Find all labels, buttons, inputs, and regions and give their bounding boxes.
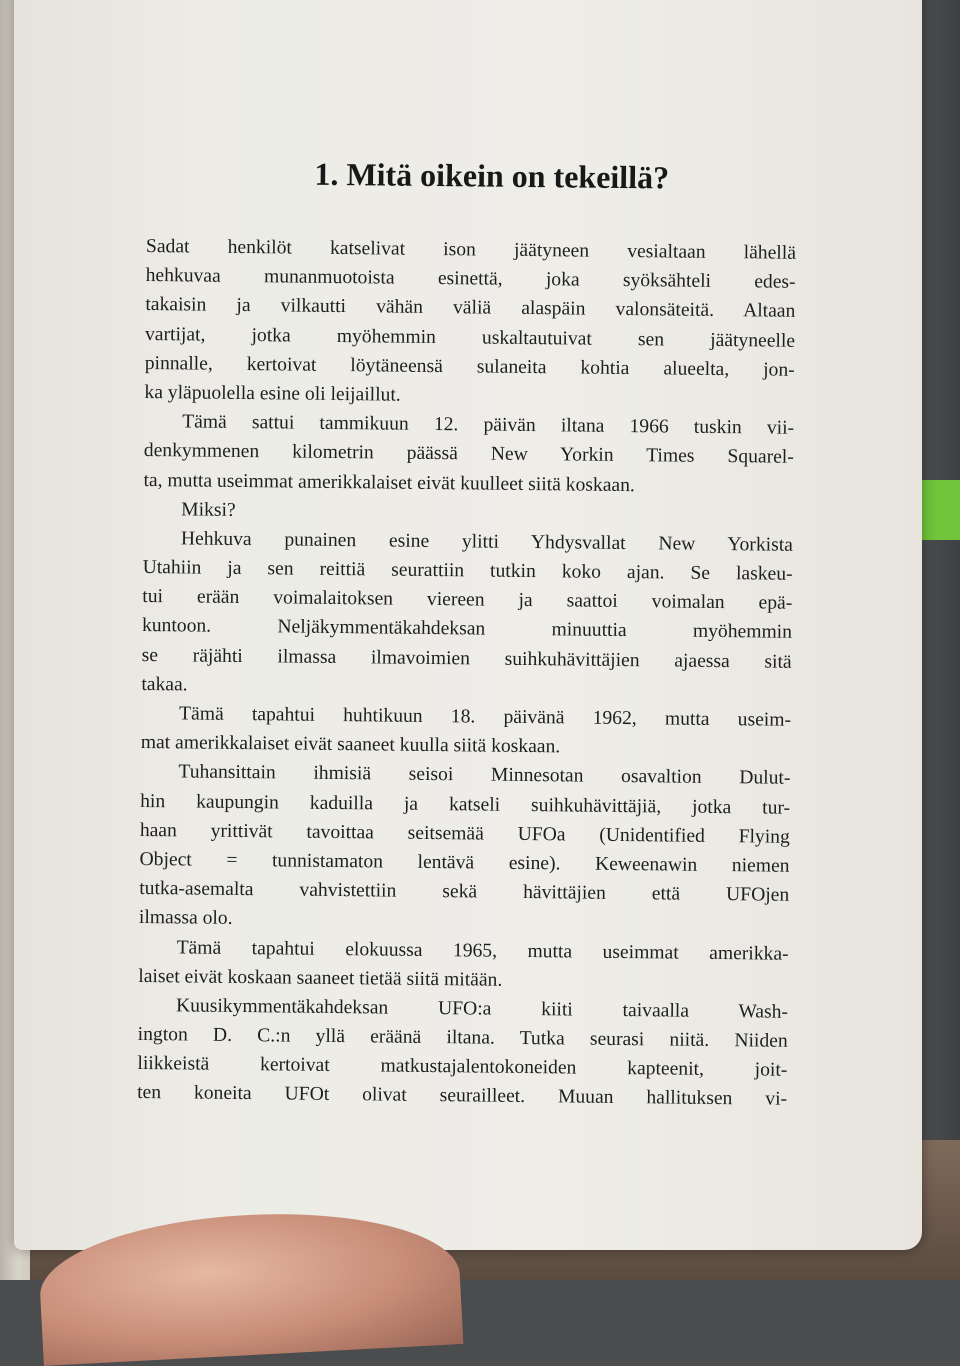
text-line: ington D. C.:n yllä eräänä iltana. Tutka seurasi niitä. Niiden xyxy=(137,1024,788,1052)
text-line: ten koneita UFOt olivat seurailleet. Muuan hallituksen vi- xyxy=(137,1082,788,1111)
body-text xyxy=(137,232,796,1114)
text-line: ta, mutta useimmat amerikkalaiset eivät kuulleet siitä koskaan. xyxy=(143,469,635,496)
page-text xyxy=(137,150,797,1114)
text-line: tutka-asemalta vahvistettiin sekä hävittäjien että UFOjen xyxy=(139,878,790,906)
text-line: Tämä tapahtui elokuussa 1965, mutta useimmat amerikka- xyxy=(176,936,789,965)
text-line: Tämä sattui tammikuun 12. päivän iltana 1966 tuskin vii- xyxy=(182,411,795,439)
text-line: Object = tunnistamaton lentävä esine). Keweenawin niemen xyxy=(139,848,790,877)
text-line: Kuusikymmentäkahdeksan UFO:a kiiti taivaalla Wash- xyxy=(175,995,789,1023)
text-line: se räjähti ilmassa ilmavoimien suihkuhävittäjien ajaessa sitä xyxy=(141,644,792,673)
text-line: hin kaupungin kaduilla ja katseli suihkuhävittäjiä, jotka tur- xyxy=(140,790,791,819)
text-line: Utahiin ja sen reittiä seurattiin tutkin koko ajan. Se laskeu- xyxy=(142,557,793,585)
chapter-title: 1. Mitä oikein on tekeillä? xyxy=(314,155,670,196)
text-line: ilmassa olo. xyxy=(138,907,233,930)
text-line: takaa. xyxy=(141,673,188,696)
text-line: takaisin ja vilkautti vähän väliä alaspäin valonsäteitä. Altaan xyxy=(145,294,796,323)
text-line: haan yrittivät tavoittaa seitsemää UFOa (Unidentified Flying xyxy=(139,819,790,848)
text-line: tui erään voimalaitoksen viereen ja saattoi voimalan epä- xyxy=(142,586,793,615)
text-line: denkymmenen kilometrin päässä New Yorkin Times Squarel- xyxy=(143,440,794,469)
text-line: Tämä tapahtui huhtikuun 18. päivänä 1962, mutta useim- xyxy=(178,703,792,731)
text-line: Tuhansittain ihmisiä seisoi Minnesotan osavaltion Dulut- xyxy=(178,761,791,790)
text-line: liikkeistä kertoivat matkustajalentokoneiden kapteenit, joit- xyxy=(137,1053,788,1082)
text-line: mat amerikkalaiset eivät saaneet kuulla siitä koskaan. xyxy=(140,732,561,758)
text-line: laiset eivät koskaan saaneet tietää siitä mitään. xyxy=(138,965,503,991)
text-line: Sadat henkilöt katselivat ison jäätyneen vesialtaan lähellä xyxy=(145,235,797,264)
text-line: hehkuvaa munanmuotoista esinettä, joka syöksähteli edes- xyxy=(145,265,796,293)
book-page xyxy=(14,0,922,1250)
text-line: Miksi? xyxy=(181,499,236,521)
text-line: ka yläpuolella esine oli leijaillut. xyxy=(144,381,401,406)
text-line: pinnalle, kertoivat löytäneensä sulaneita kohtia alueelta, jon- xyxy=(144,352,795,381)
text-line: Hehkuva punainen esine ylitti Yhdysvallat New Yorkista xyxy=(180,528,794,556)
text-line: vartijat, jotka myöhemmin uskaltautuivat sen jäätyneelle xyxy=(144,323,796,352)
text-line: kuntoon. Neljäkymmentäkahdeksan minuuttia myöhemmin xyxy=(141,615,793,644)
